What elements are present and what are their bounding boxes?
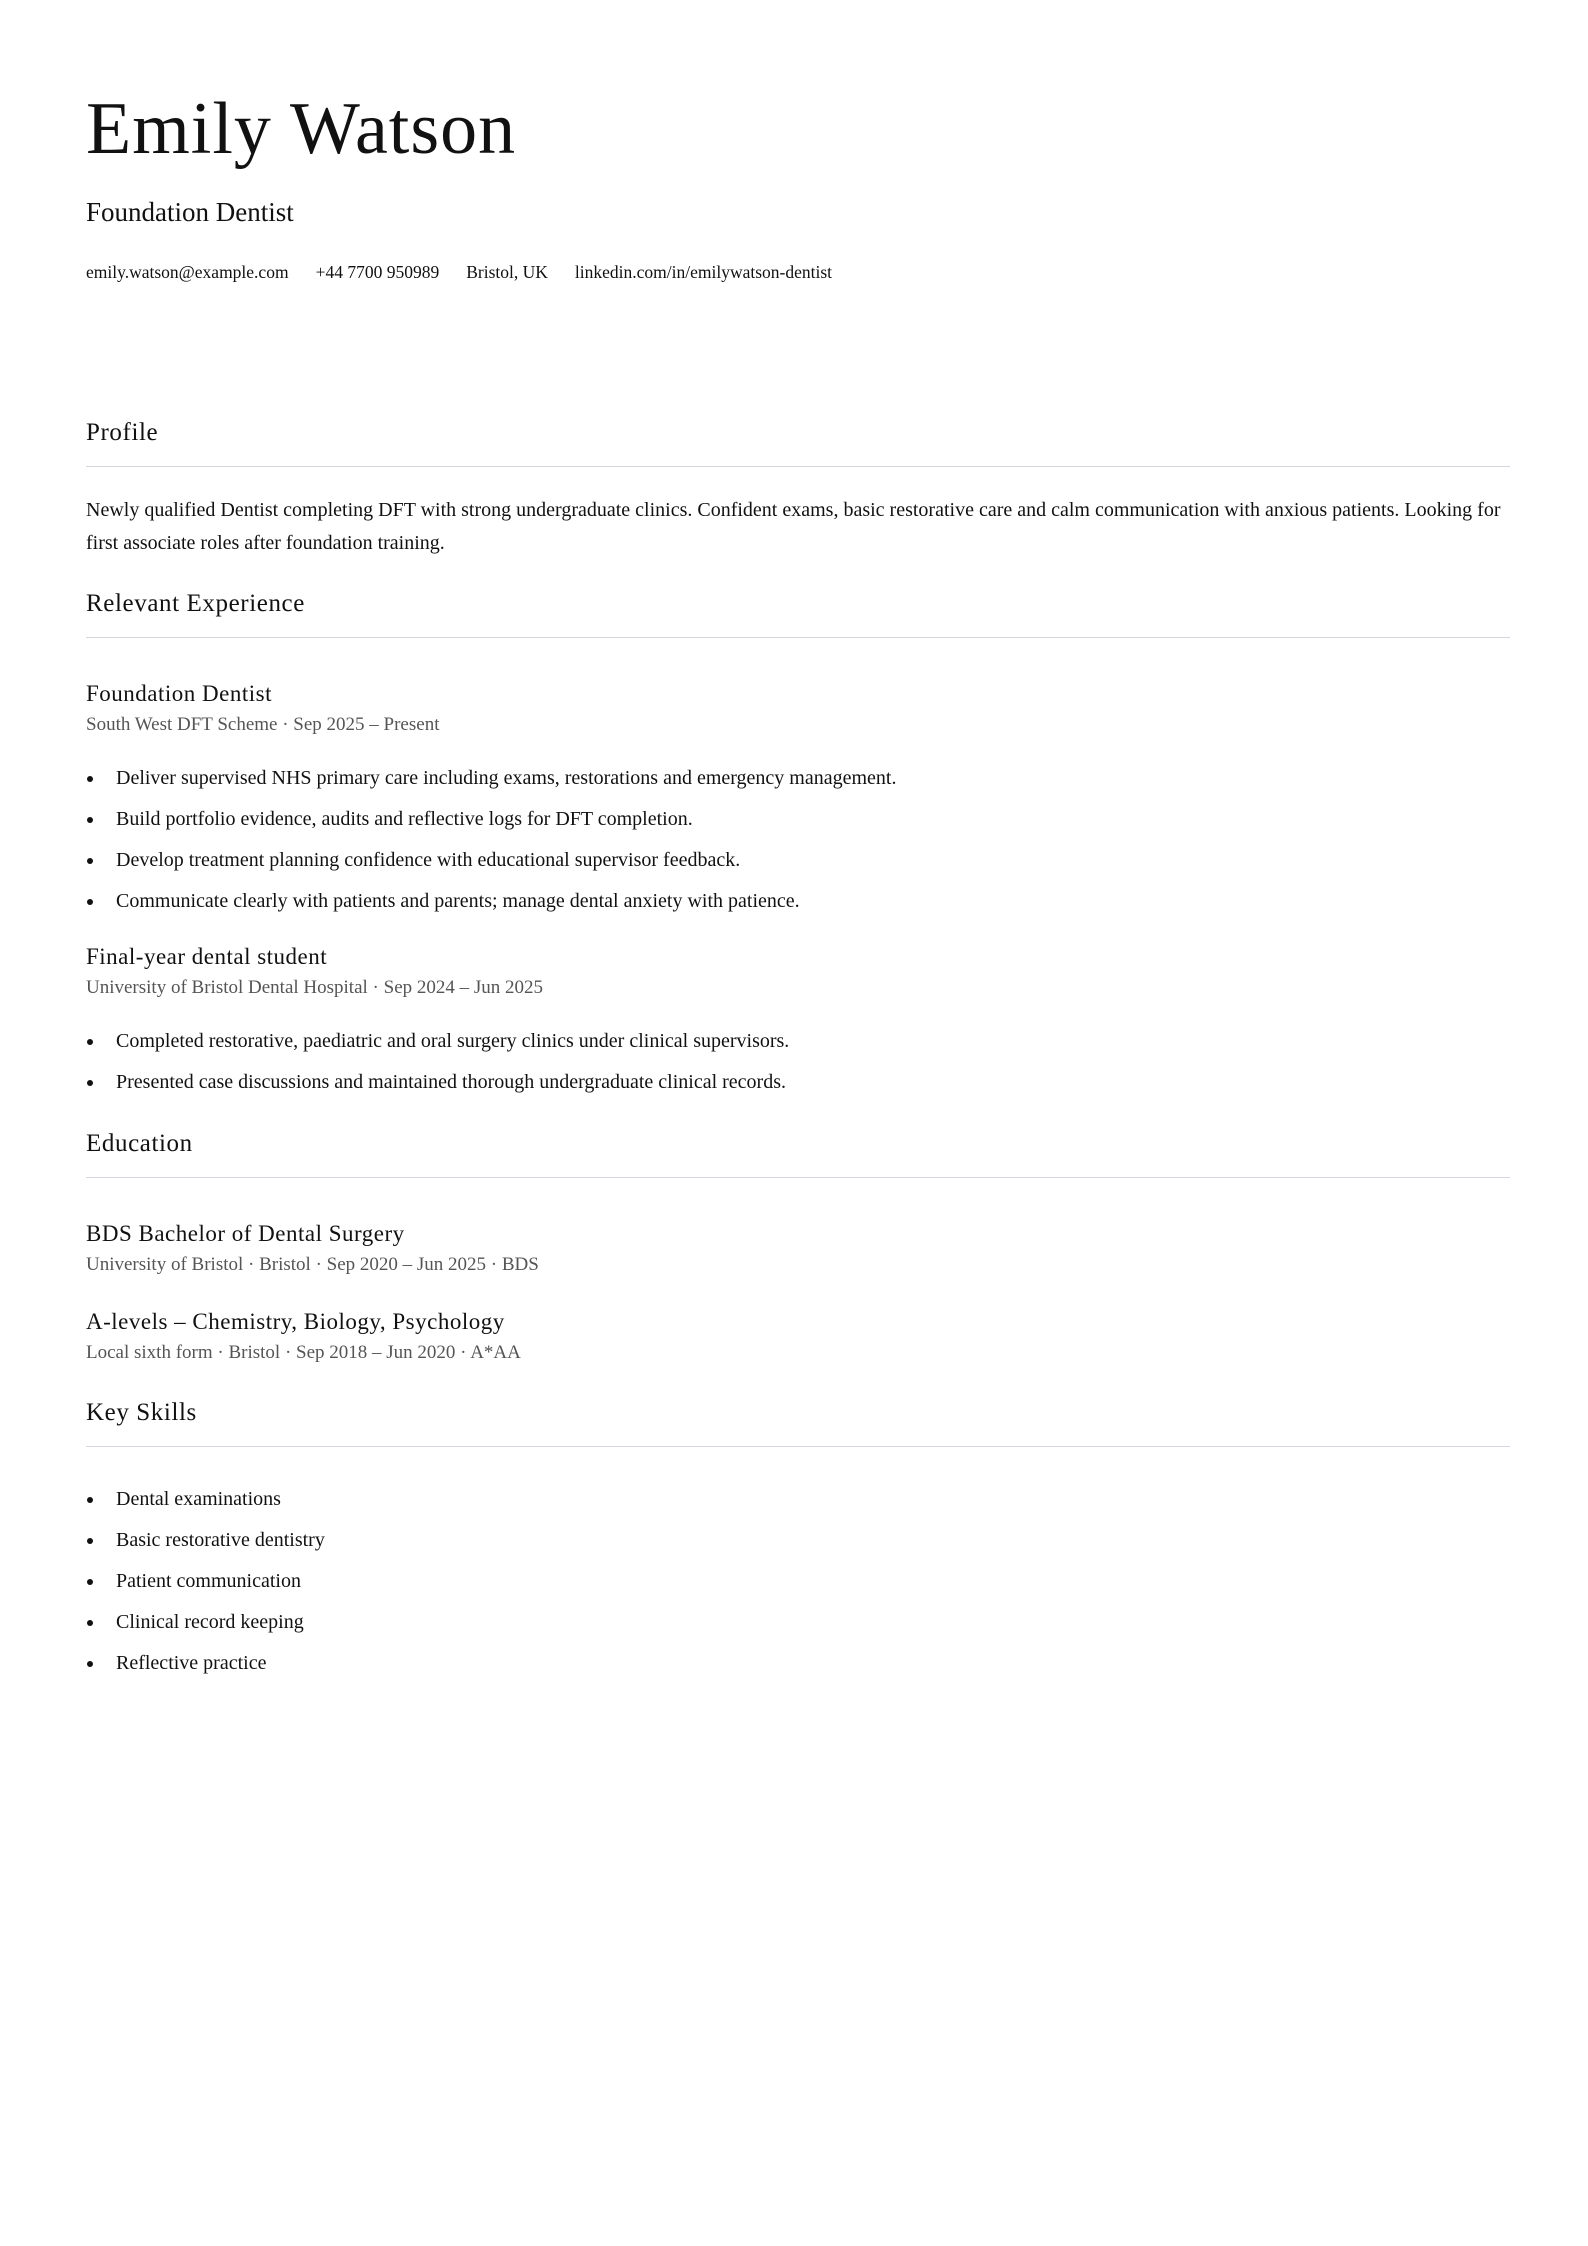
education-title-2: A-levels – Chemistry, Biology, Psychology bbox=[86, 1309, 505, 1334]
contact-line bbox=[86, 262, 832, 283]
education-meta-2: Local sixth form · Bristol · Sep 2018 – Jun 2020 · A*AA bbox=[86, 1342, 521, 1363]
list-item: Basic restorative dentistry bbox=[86, 1526, 325, 1567]
list-item: Completed restorative, paediatric and oral surgery clinics under clinical supervisors. bbox=[86, 1027, 789, 1068]
candidate-job-title: Foundation Dentist bbox=[86, 197, 294, 227]
contact-email[interactable]: emily.watson@example.com bbox=[86, 262, 289, 282]
skills-list bbox=[86, 1485, 325, 1690]
skills-heading: Key Skills bbox=[86, 1399, 197, 1426]
education-heading: Education bbox=[86, 1130, 193, 1157]
list-item: Dental examinations bbox=[86, 1485, 325, 1526]
profile-divider bbox=[86, 466, 1510, 467]
education-divider bbox=[86, 1177, 1510, 1178]
contact-linkedin[interactable]: linkedin.com/in/emilywatson-dentist bbox=[574, 262, 833, 282]
list-item: Build portfolio evidence, audits and reflective logs for DFT completion. bbox=[86, 805, 897, 846]
job-bullets-2 bbox=[86, 1027, 789, 1109]
contact-phone[interactable]: +44 7700 950989 bbox=[315, 262, 440, 282]
job-title-1: Foundation Dentist bbox=[86, 681, 272, 706]
job-meta-1: South West DFT Scheme · Sep 2025 – Present bbox=[86, 714, 440, 735]
profile-heading: Profile bbox=[86, 419, 159, 446]
skills-divider bbox=[86, 1446, 1510, 1447]
job-bullets-1 bbox=[86, 764, 897, 928]
list-item: Presented case discussions and maintained thorough undergraduate clinical records. bbox=[86, 1068, 789, 1109]
list-item: Develop treatment planning confidence with educational supervisor feedback. bbox=[86, 846, 897, 887]
list-item: Clinical record keeping bbox=[86, 1608, 325, 1649]
list-item: Deliver supervised NHS primary care including exams, restorations and emergency management. bbox=[86, 764, 897, 805]
experience-heading: Relevant Experience bbox=[86, 590, 305, 617]
candidate-name: Emily Watson bbox=[86, 88, 517, 170]
list-item: Communicate clearly with patients and parents; manage dental anxiety with patience. bbox=[86, 887, 897, 928]
experience-divider bbox=[86, 637, 1510, 638]
education-title-1: BDS Bachelor of Dental Surgery bbox=[86, 1221, 405, 1246]
list-item: Patient communication bbox=[86, 1567, 325, 1608]
list-item: Reflective practice bbox=[86, 1649, 325, 1690]
job-title-2: Final-year dental student bbox=[86, 944, 328, 969]
job-meta-2: University of Bristol Dental Hospital · Sep 2024 – Jun 2025 bbox=[86, 977, 544, 998]
profile-summary: Newly qualified Dentist completing DFT with strong undergraduate clinics. Confident exams, basic restorative care and calm communication with anxious patients. Looking for first associate roles after foundation training. bbox=[86, 499, 1501, 554]
education-meta-1: University of Bristol · Bristol · Sep 2020 – Jun 2025 · BDS bbox=[86, 1254, 539, 1275]
contact-location: Bristol, UK bbox=[466, 262, 548, 282]
